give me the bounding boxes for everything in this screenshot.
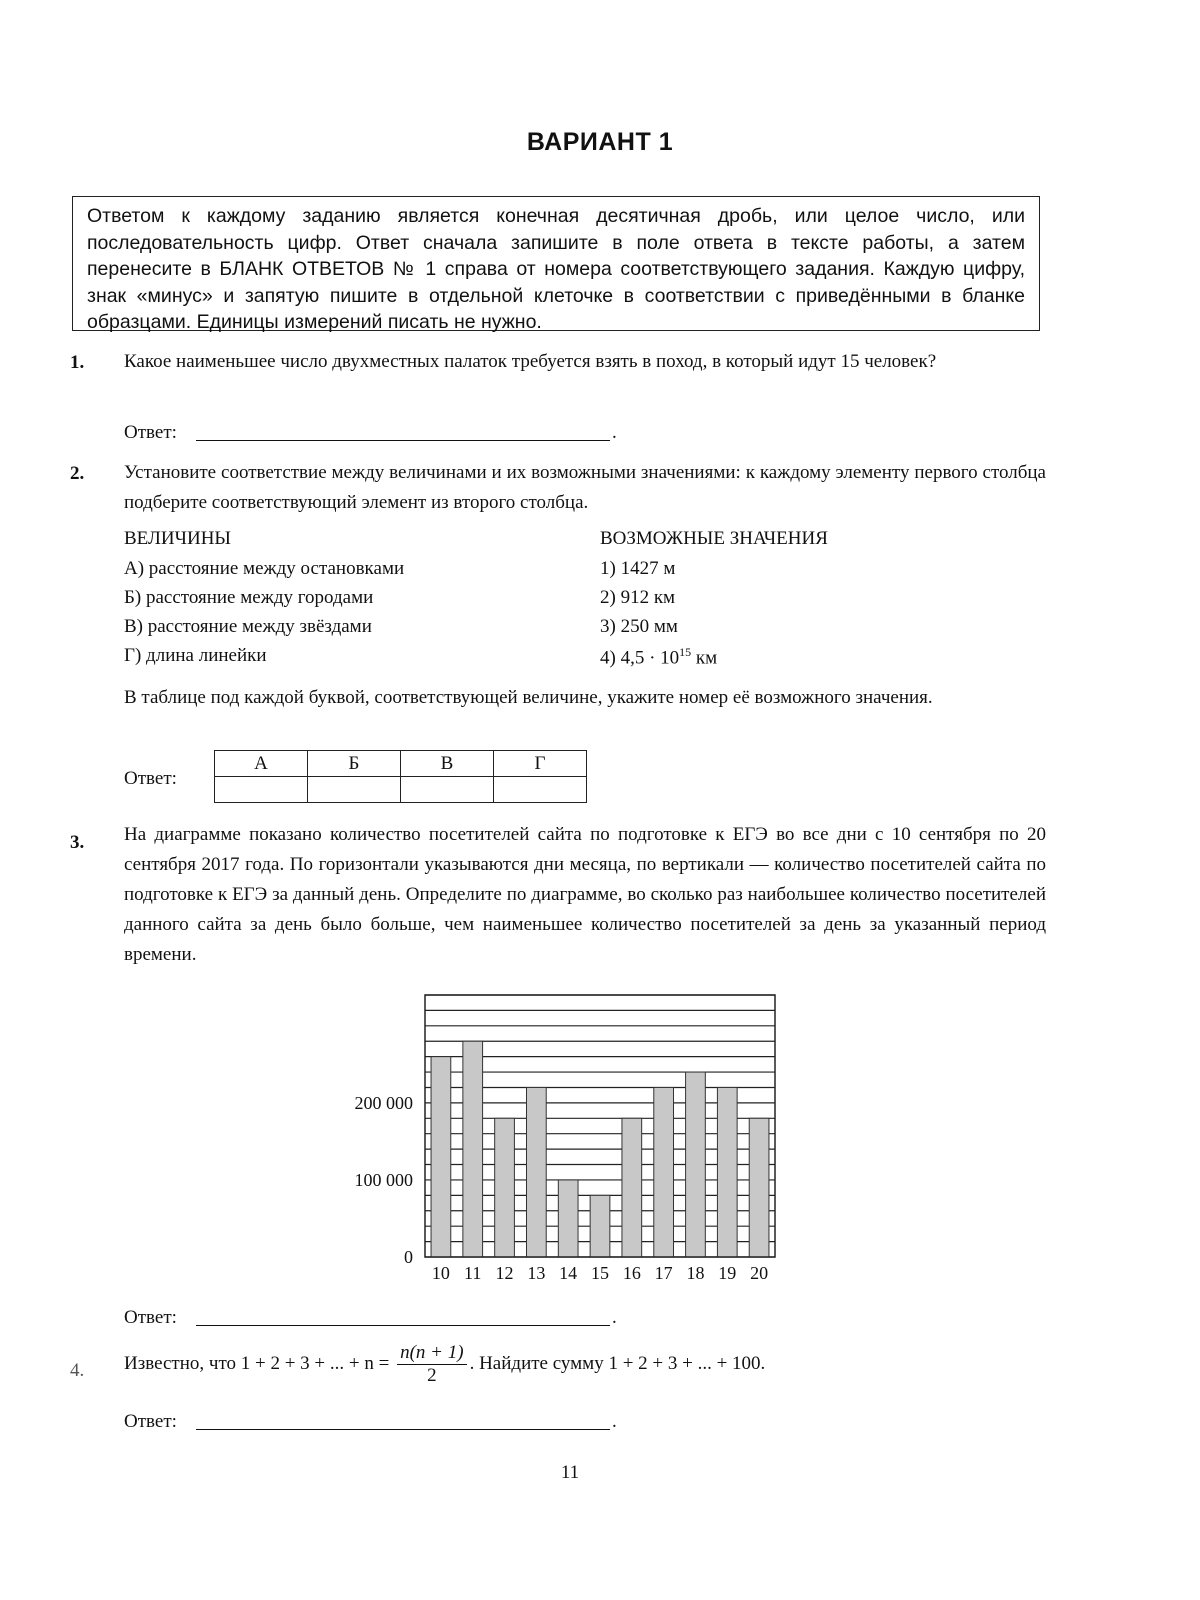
table-header-g: Г	[494, 751, 587, 777]
task-4-text	[124, 1342, 1046, 1387]
page-title: ВАРИАНТ 1	[526, 128, 674, 156]
value-item-2: 2) 912 км	[600, 587, 676, 608]
task-3-answer-end: .	[612, 1307, 617, 1328]
task-4-text-before: Известно, что 1 + 2 + 3 + ... + n =	[124, 1352, 390, 1374]
task-4-number: 4.	[70, 1360, 85, 1381]
formula-fraction	[397, 1342, 466, 1387]
quantities-header: ВЕЛИЧИНЫ	[124, 528, 231, 549]
task-3-answer-label: Ответ:	[124, 1307, 177, 1328]
task-4-answer-end: .	[612, 1411, 617, 1432]
task-4-answer-field[interactable]	[196, 1428, 610, 1430]
y-tick-label: 0	[404, 1247, 413, 1267]
x-tick-label: 20	[750, 1263, 769, 1283]
answer-cell-g[interactable]	[494, 777, 587, 803]
x-tick-label: 16	[622, 1263, 641, 1283]
answer-cell-v[interactable]	[401, 777, 494, 803]
task-1-number: 1.	[70, 352, 85, 373]
value-item-1: 1) 1427 м	[600, 558, 676, 579]
task-2-answer-label: Ответ:	[124, 768, 177, 789]
x-tick-label: 13	[527, 1263, 546, 1283]
task-2-table-text: В таблице под каждой буквой, соответствующей величине, укажите номер её возможного значения.	[124, 687, 933, 708]
bar-day-12	[495, 1118, 515, 1257]
x-tick-label: 19	[718, 1263, 737, 1283]
bar-day-17	[654, 1087, 674, 1257]
quantity-item-v: В) расстояние между звёздами	[124, 616, 372, 637]
values-header: ВОЗМОЖНЫЕ ЗНАЧЕНИЯ	[600, 528, 828, 549]
x-tick-label: 11	[464, 1263, 482, 1283]
task-4-answer-label: Ответ:	[124, 1411, 177, 1432]
x-tick-label: 17	[654, 1263, 673, 1283]
task-3-number: 3.	[70, 832, 85, 853]
quantity-item-a: А) расстояние между остановками	[124, 558, 405, 579]
task-2-number: 2.	[70, 463, 85, 484]
task-3-text: На диаграмме показано количество посетителей сайта по подготовке к ЕГЭ во все дни с 10 сентября по 20 сентября 2017 года. По горизонтали указываются дни месяца, по вертикали — количество посетителей сайта по подготовке к ЕГЭ за данный день. Определите по диаграмме, во сколько раз наибольшее количество посетителей данного сайта за день было больше, чем наименьшее количество посетителей за день за указанный период времени.	[124, 824, 1046, 965]
bar-day-19	[717, 1087, 737, 1257]
task-2-answer-table	[214, 750, 587, 803]
quantity-item-g: Г) длина линейки	[124, 645, 267, 666]
value-item-3: 3) 250 мм	[600, 616, 678, 637]
table-header-a: А	[215, 751, 308, 777]
table-header-v: В	[401, 751, 494, 777]
x-tick-label: 10	[431, 1263, 450, 1283]
bar-day-16	[622, 1118, 642, 1257]
bar-day-10	[431, 1057, 451, 1257]
task-3-answer-field[interactable]	[196, 1324, 610, 1326]
chart-x-ticks	[432, 1263, 768, 1283]
y-tick-label: 100 000	[354, 1169, 413, 1190]
task-1-answer-end: .	[612, 422, 617, 443]
x-tick-label: 15	[591, 1263, 609, 1283]
table-header-b: Б	[308, 751, 401, 777]
task-4-text-after: . Найдите сумму 1 + 2 + 3 + ... + 100.	[469, 1352, 766, 1374]
instructions-box: Ответом к каждому заданию является конечная десятичная дробь, или целое число, или последовательность цифр. Ответ сначала запишите в поле ответа в тексте работы, а затем перенесите в БЛАНК ОТВЕТОВ № 1 справа от номера соответствующего задания. Каждую цифру, знак «минус» и запятую пишите в отдельной клеточке в соответствии с приведёнными в бланке образцами. Единицы измерений писать не нужно.	[72, 196, 1040, 331]
page-number: 11	[560, 1462, 580, 1483]
bar-day-13	[527, 1087, 547, 1257]
x-tick-label: 14	[559, 1263, 578, 1283]
y-tick-label: 200 000	[354, 1092, 413, 1113]
quantity-item-b: Б) расстояние между городами	[124, 587, 374, 608]
x-tick-label: 18	[686, 1263, 705, 1283]
bar-day-11	[463, 1041, 483, 1257]
task-2-text: Установите соответствие между величинами и их возможными значениями: к каждому элементу первого столбца подберите соответствующий элемент из второго столбца.	[124, 462, 1046, 513]
task-1-answer-field[interactable]	[196, 439, 610, 441]
bar-day-18	[686, 1072, 706, 1257]
answer-cell-a[interactable]	[215, 777, 308, 803]
bar-day-15	[590, 1195, 610, 1257]
visitors-bar-chart	[320, 990, 790, 1295]
task-1-text: Какое наименьшее число двухместных палаток требуется взять в поход, в который идут 15 человек?	[124, 351, 937, 372]
bar-day-20	[749, 1118, 769, 1257]
fraction-denominator: 2	[427, 1365, 437, 1386]
value-item-4: 4) $4,5 \cdot 10^{15}$ км	[600, 645, 718, 669]
fraction-numerator: n(n + 1)	[397, 1342, 466, 1365]
chart-y-ticks	[355, 1093, 414, 1267]
x-tick-label: 12	[495, 1263, 514, 1283]
task-1-answer-label: Ответ:	[124, 422, 177, 443]
bar-day-14	[558, 1180, 578, 1257]
answer-cell-b[interactable]	[308, 777, 401, 803]
